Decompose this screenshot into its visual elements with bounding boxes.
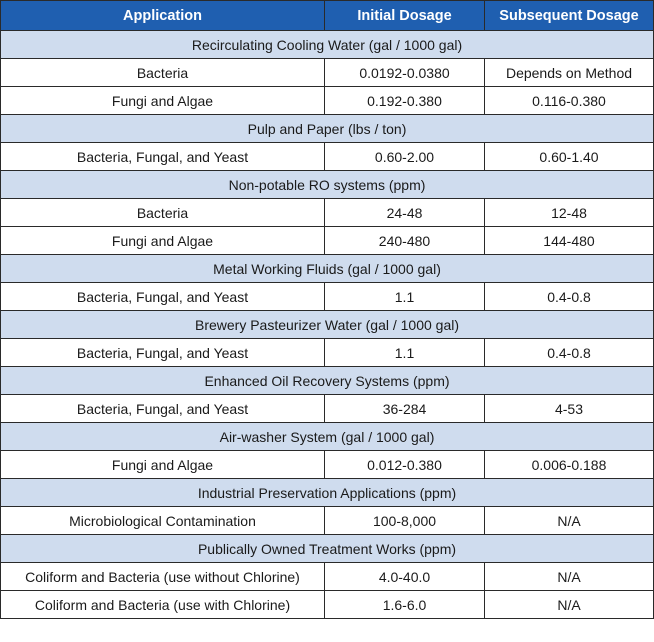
- section-row: [1, 171, 654, 199]
- cell-subsequent: N/A: [485, 507, 654, 535]
- cell-application: Bacteria, Fungal, and Yeast: [1, 283, 325, 311]
- table-row: [1, 283, 654, 311]
- cell-application: Fungi and Algae: [1, 227, 325, 255]
- cell-initial: 1.6-6.0: [325, 591, 485, 619]
- cell-subsequent: 4-53: [485, 395, 654, 423]
- section-title: Enhanced Oil Recovery Systems (ppm): [1, 367, 654, 395]
- table-row: [1, 395, 654, 423]
- section-title: Non-potable RO systems (ppm): [1, 171, 654, 199]
- table-row: [1, 199, 654, 227]
- section-row: [1, 479, 654, 507]
- table-row: [1, 87, 654, 115]
- cell-initial: 1.1: [325, 283, 485, 311]
- table-row: [1, 339, 654, 367]
- header-application: Application: [1, 1, 325, 31]
- table-row: [1, 451, 654, 479]
- section-title: Publically Owned Treatment Works (ppm): [1, 535, 654, 563]
- table-row: [1, 59, 654, 87]
- cell-initial: 240-480: [325, 227, 485, 255]
- cell-application: Fungi and Algae: [1, 87, 325, 115]
- table-body: [1, 31, 654, 619]
- cell-application: Bacteria, Fungal, and Yeast: [1, 395, 325, 423]
- section-row: [1, 31, 654, 59]
- cell-subsequent: N/A: [485, 591, 654, 619]
- cell-subsequent: 0.4-0.8: [485, 339, 654, 367]
- cell-initial: 0.192-0.380: [325, 87, 485, 115]
- cell-subsequent: 0.006-0.188: [485, 451, 654, 479]
- cell-application: Bacteria, Fungal, and Yeast: [1, 339, 325, 367]
- cell-initial: 100-8,000: [325, 507, 485, 535]
- section-title: Air-washer System (gal / 1000 gal): [1, 423, 654, 451]
- cell-application: Coliform and Bacteria (use without Chlorine): [1, 563, 325, 591]
- section-row: [1, 535, 654, 563]
- table-row: [1, 591, 654, 619]
- cell-initial: 1.1: [325, 339, 485, 367]
- cell-initial: 0.012-0.380: [325, 451, 485, 479]
- cell-subsequent: 0.60-1.40: [485, 143, 654, 171]
- cell-application: Fungi and Algae: [1, 451, 325, 479]
- cell-application: Coliform and Bacteria (use with Chlorine): [1, 591, 325, 619]
- table-row: [1, 507, 654, 535]
- cell-application: Bacteria: [1, 199, 325, 227]
- section-title: Pulp and Paper (lbs / ton): [1, 115, 654, 143]
- cell-initial: 0.60-2.00: [325, 143, 485, 171]
- cell-application: Bacteria, Fungal, and Yeast: [1, 143, 325, 171]
- header-subsequent-dosage: Subsequent Dosage: [485, 1, 654, 31]
- table-row: [1, 563, 654, 591]
- cell-initial: 36-284: [325, 395, 485, 423]
- cell-subsequent: 144-480: [485, 227, 654, 255]
- table-row: [1, 227, 654, 255]
- cell-subsequent: N/A: [485, 563, 654, 591]
- section-title: Metal Working Fluids (gal / 1000 gal): [1, 255, 654, 283]
- header-initial-dosage: Initial Dosage: [325, 1, 485, 31]
- section-row: [1, 115, 654, 143]
- section-title: Brewery Pasteurizer Water (gal / 1000 gal): [1, 311, 654, 339]
- cell-initial: 24-48: [325, 199, 485, 227]
- cell-initial: 0.0192-0.0380: [325, 59, 485, 87]
- cell-application: Bacteria: [1, 59, 325, 87]
- cell-subsequent: 0.116-0.380: [485, 87, 654, 115]
- section-row: [1, 255, 654, 283]
- cell-subsequent: 0.4-0.8: [485, 283, 654, 311]
- section-title: Recirculating Cooling Water (gal / 1000 gal): [1, 31, 654, 59]
- section-row: [1, 367, 654, 395]
- cell-subsequent: Depends on Method: [485, 59, 654, 87]
- section-title: Industrial Preservation Applications (ppm): [1, 479, 654, 507]
- table-row: [1, 143, 654, 171]
- cell-subsequent: 12-48: [485, 199, 654, 227]
- table-header: [1, 1, 654, 31]
- section-row: [1, 311, 654, 339]
- section-row: [1, 423, 654, 451]
- cell-application: Microbiological Contamination: [1, 507, 325, 535]
- cell-initial: 4.0-40.0: [325, 563, 485, 591]
